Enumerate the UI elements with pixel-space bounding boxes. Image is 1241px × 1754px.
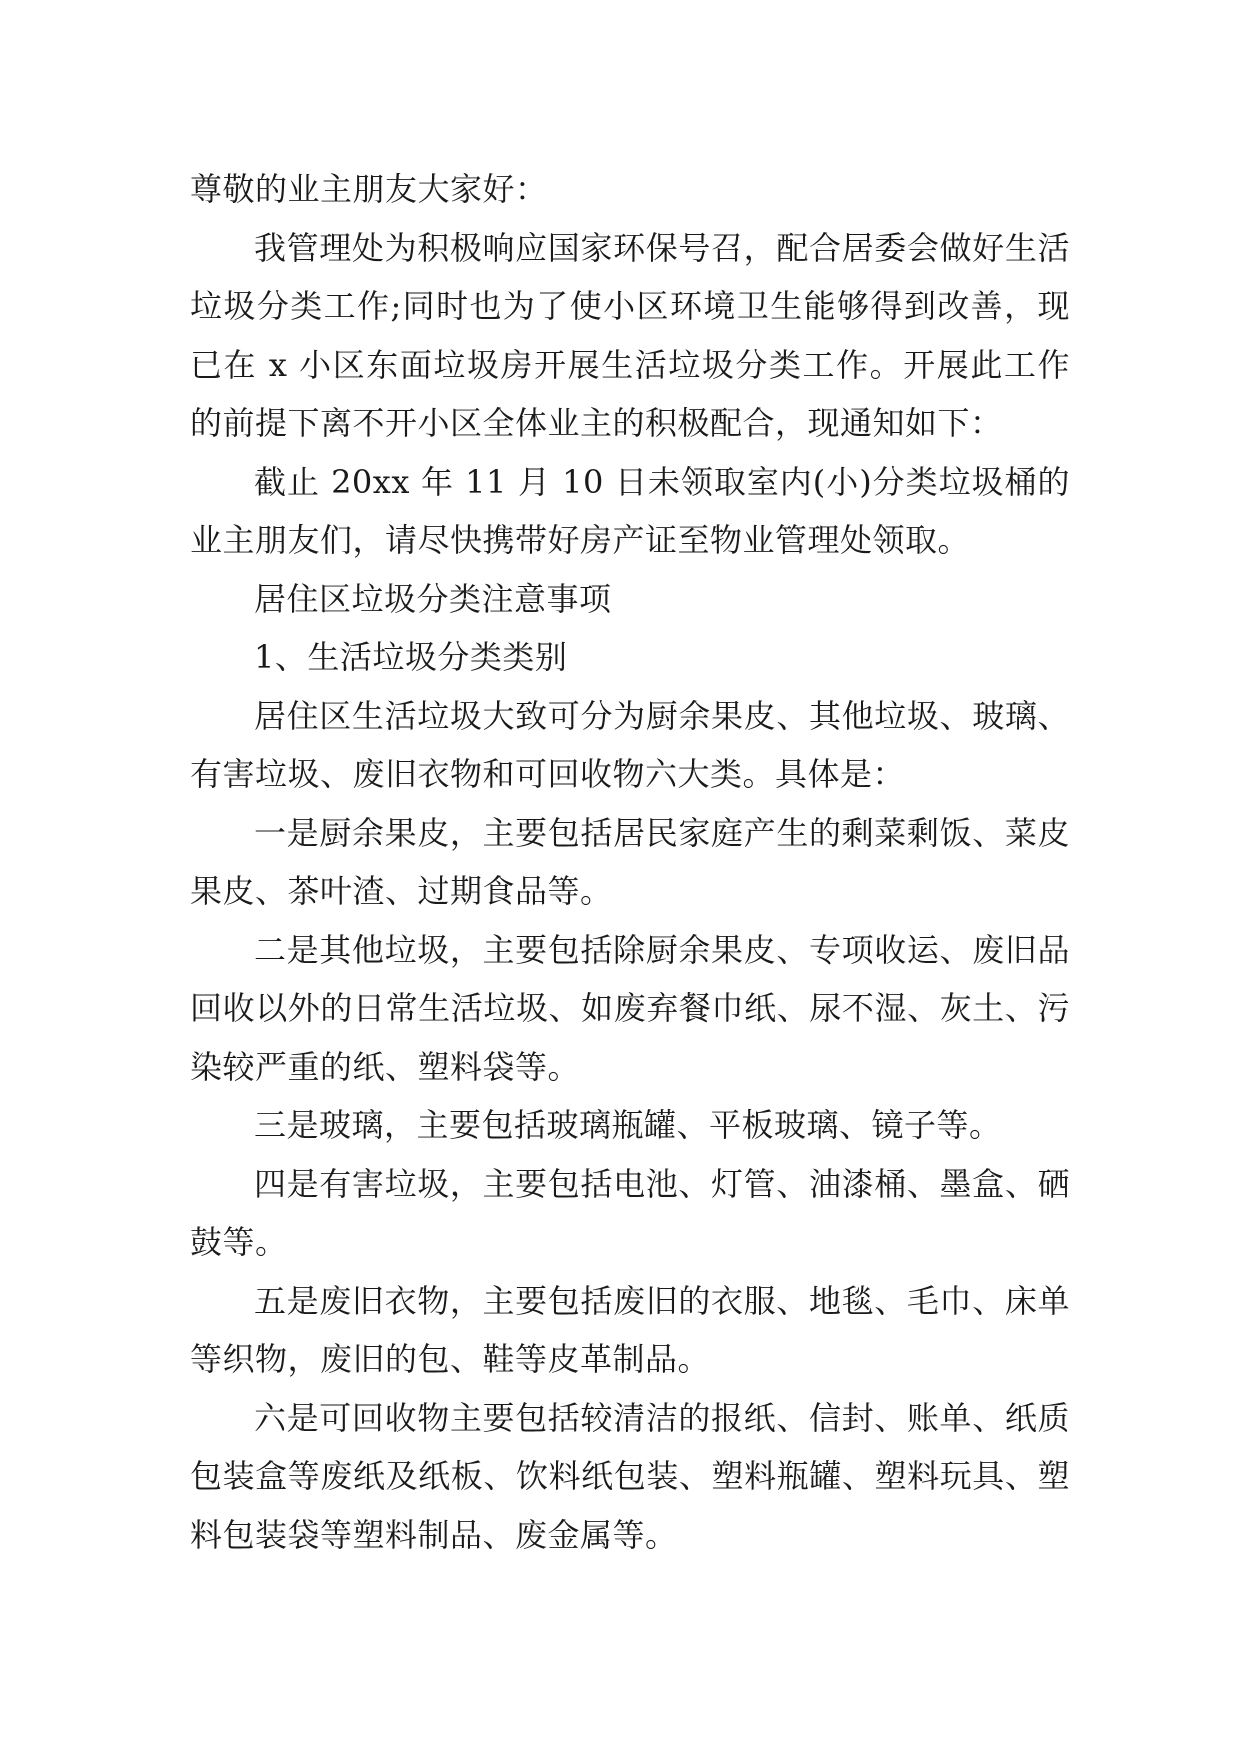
- subsection-heading: 1、生活垃圾分类类别: [254, 638, 568, 676]
- paragraph-category-6: 六是可回收物主要包括较清洁的报纸、信封、账单、纸质包装盒等废纸及纸板、饮料纸包装、塑料瓶罐、塑料玩具、塑料包装袋等塑料制品、废金属等。: [190, 1398, 1070, 1554]
- paragraph-category-3: 三是玻璃，主要包括玻璃瓶罐、平板玻璃、镜子等。: [254, 1106, 1002, 1144]
- paragraph-intro: 我管理处为积极响应国家环保号召，配合居委会做好生活垃圾分类工作;同时也为了使小区环境卫生能够得到改善，现已在 x 小区东面垃圾房开展生活垃圾分类工作。开展此工作的前提下离不开小区全体业主的积极配合，现通知如下：: [190, 228, 1070, 442]
- paragraph-categories: 居住区生活垃圾大致可分为厨余果皮、其他垃圾、玻璃、有害垃圾、废旧衣物和可回收物六大类。具体是：: [190, 696, 1070, 793]
- document-body: [190, 160, 1070, 1564]
- paragraph-category-2: 二是其他垃圾，主要包括除厨余果皮、专项收运、废旧品回收以外的日常生活垃圾、如废弃餐巾纸、尿不湿、灰土、污染较严重的纸、塑料袋等。: [190, 930, 1070, 1086]
- paragraph-category-1: 一是厨余果皮，主要包括居民家庭产生的剩菜剩饭、菜皮果皮、茶叶渣、过期食品等。: [190, 813, 1070, 910]
- paragraph-category-4: 四是有害垃圾，主要包括电池、灯管、油漆桶、墨盒、硒鼓等。: [190, 1164, 1070, 1261]
- paragraph-deadline: 截止 20xx 年 11 月 10 日未领取室内(小)分类垃圾桶的业主朋友们，请尽快携带好房产证至物业管理处领取。: [190, 462, 1070, 559]
- section-heading: 居住区垃圾分类注意事项: [254, 579, 612, 618]
- salutation: 尊敬的业主朋友大家好：: [190, 170, 548, 208]
- paragraph-category-5: 五是废旧衣物，主要包括废旧的衣服、地毯、毛巾、床单等织物，废旧的包、鞋等皮革制品。: [190, 1281, 1070, 1378]
